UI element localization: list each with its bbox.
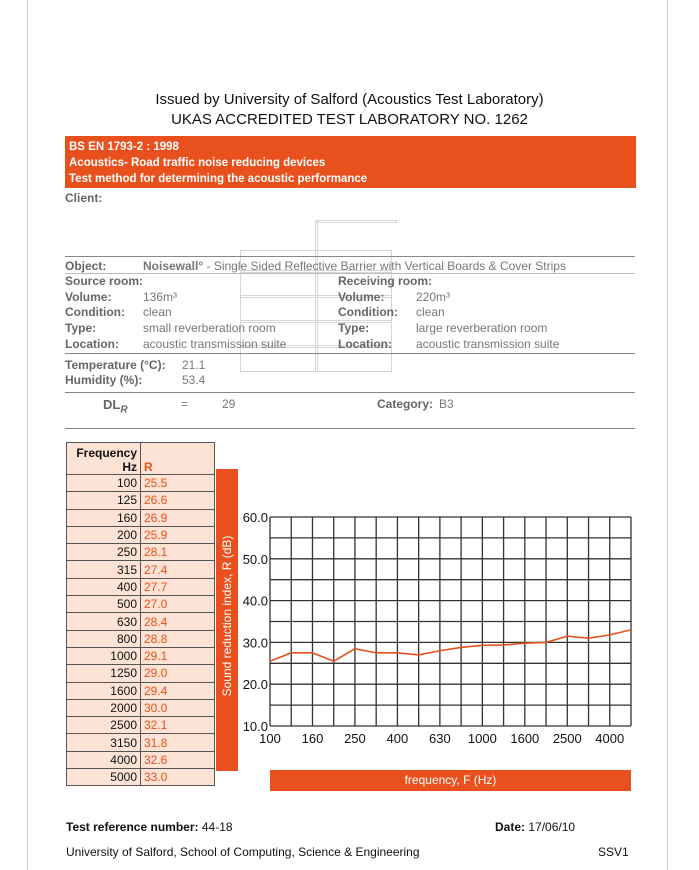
y-axis-label: Sound reduction index, R (dB) bbox=[220, 535, 234, 697]
frequency-cell: 1250 bbox=[67, 665, 141, 682]
r-value-cell: 30.0 bbox=[141, 699, 215, 716]
humidity-value: 53.4 bbox=[182, 373, 206, 387]
divider bbox=[65, 353, 635, 354]
table-row bbox=[67, 561, 215, 578]
category-label: Category: bbox=[377, 397, 434, 411]
r-value-cell: 27.7 bbox=[141, 578, 215, 595]
source-room-title: Source room: bbox=[65, 274, 144, 288]
receiving-type: large reverberation room bbox=[416, 321, 548, 335]
humidity-label: Humidity (%): bbox=[65, 373, 143, 387]
r-value-cell: 32.6 bbox=[141, 751, 215, 768]
receiving-location-label: Location: bbox=[338, 337, 392, 351]
table-row bbox=[67, 596, 215, 613]
r-series-line bbox=[270, 630, 631, 661]
source-condition: clean bbox=[143, 305, 172, 319]
document-code: SSV1 bbox=[598, 845, 629, 859]
source-volume-label: Volume: bbox=[65, 290, 112, 304]
dl-equals: = bbox=[181, 397, 189, 411]
frequency-header: Frequency Hz bbox=[67, 443, 141, 475]
frequency-cell: 2000 bbox=[67, 699, 141, 716]
y-tick-label: 20.0 bbox=[242, 677, 268, 693]
table-row bbox=[67, 769, 215, 786]
object-value bbox=[143, 259, 566, 273]
x-tick-label: 1000 bbox=[467, 731, 497, 746]
frequency-cell: 5000 bbox=[67, 769, 141, 786]
receiving-type-label: Type: bbox=[338, 321, 370, 335]
frequency-cell: 800 bbox=[67, 630, 141, 647]
x-tick-label: 250 bbox=[344, 731, 366, 746]
object-desc: - Single Sided Reflective Barrier with Vertical Boards & Cover Strips bbox=[203, 259, 566, 273]
frequency-cell: 100 bbox=[67, 475, 141, 492]
standard-line-1: BS EN 1793-2 : 1998 bbox=[69, 141, 179, 153]
standard-line-2: Acoustics- Road traffic noise reducing devices bbox=[69, 157, 326, 169]
x-tick-label: 4000 bbox=[595, 731, 625, 746]
table-row bbox=[67, 630, 215, 647]
r-value-cell: 31.8 bbox=[141, 734, 215, 751]
frequency-cell: 3150 bbox=[67, 734, 141, 751]
frequency-table bbox=[66, 442, 215, 786]
source-location: acoustic transmission suite bbox=[143, 337, 287, 351]
dl-label: $DL_R$ bbox=[103, 397, 128, 416]
table-row bbox=[67, 509, 215, 526]
frequency-cell: 250 bbox=[67, 544, 141, 561]
object-name: Noisewall° bbox=[143, 259, 204, 273]
standard-line-3: Test method for determining the acoustic performance bbox=[69, 173, 368, 185]
x-axis-label: frequency, F (Hz) bbox=[270, 770, 631, 791]
table-row bbox=[67, 682, 215, 699]
r-value-cell: 27.0 bbox=[141, 596, 215, 613]
r-value-cell: 29.1 bbox=[141, 647, 215, 664]
r-value-cell: 33.0 bbox=[141, 769, 215, 786]
table-row bbox=[67, 665, 215, 682]
table-row bbox=[67, 544, 215, 561]
divider bbox=[65, 428, 635, 429]
source-location-label: Location: bbox=[65, 337, 119, 351]
divider bbox=[65, 256, 635, 257]
x-tick-label: 400 bbox=[386, 731, 409, 746]
frequency-cell: 200 bbox=[67, 526, 141, 543]
receiving-condition-label: Condition: bbox=[338, 305, 398, 319]
category-value: B3 bbox=[439, 397, 454, 411]
issuer-heading: Issued by University of Salford (Acoustics Test Laboratory) bbox=[155, 91, 544, 108]
frequency-cell: 2500 bbox=[67, 717, 141, 734]
frequency-cell: 630 bbox=[67, 613, 141, 630]
table-row bbox=[67, 526, 215, 543]
source-volume: 136m³ bbox=[143, 290, 178, 304]
frequency-cell: 4000 bbox=[67, 751, 141, 768]
receiving-room-title: Receiving room: bbox=[338, 274, 433, 288]
r-value-cell: 28.8 bbox=[141, 630, 215, 647]
table-header-row bbox=[67, 443, 215, 475]
receiving-volume: 220m³ bbox=[416, 290, 451, 304]
standard-banner bbox=[65, 136, 636, 188]
x-tick-label: 1600 bbox=[510, 731, 540, 746]
r-header: R bbox=[141, 443, 215, 475]
y-tick-label: 50.0 bbox=[242, 551, 268, 567]
lab-number-heading: UKAS ACCREDITED TEST LABORATORY NO. 1262 bbox=[171, 111, 528, 128]
frequency-cell: 160 bbox=[67, 509, 141, 526]
object-label: Object: bbox=[65, 259, 107, 273]
table-row bbox=[67, 613, 215, 630]
receiving-location: acoustic transmission suite bbox=[416, 337, 560, 351]
table-row bbox=[67, 578, 215, 595]
table-row bbox=[67, 751, 215, 768]
table-row bbox=[67, 717, 215, 734]
divider bbox=[65, 392, 635, 393]
frequency-cell: 500 bbox=[67, 596, 141, 613]
frequency-cell: 1600 bbox=[67, 682, 141, 699]
temperature-label: Temperature (°C): bbox=[65, 358, 166, 372]
test-reference: Test reference number: 44-18 bbox=[66, 820, 233, 834]
temperature-value: 21.1 bbox=[182, 358, 206, 372]
y-tick-label: 10.0 bbox=[242, 719, 268, 734]
dl-value: 29 bbox=[222, 397, 236, 411]
test-date: Date: 17/06/10 bbox=[495, 820, 576, 834]
table-row bbox=[67, 699, 215, 716]
r-value-cell: 27.4 bbox=[141, 561, 215, 578]
table-row bbox=[67, 734, 215, 751]
table-row bbox=[67, 492, 215, 509]
r-value-cell: 29.4 bbox=[141, 682, 215, 699]
r-value-cell: 28.4 bbox=[141, 613, 215, 630]
r-value-cell: 26.6 bbox=[141, 492, 215, 509]
r-value-cell: 26.9 bbox=[141, 509, 215, 526]
r-value-cell: 32.1 bbox=[141, 717, 215, 734]
frequency-cell: 125 bbox=[67, 492, 141, 509]
table-row bbox=[67, 475, 215, 492]
r-value-cell: 28.1 bbox=[141, 544, 215, 561]
source-type-label: Type: bbox=[65, 321, 97, 335]
x-tick-label: 100 bbox=[259, 731, 281, 746]
receiving-condition: clean bbox=[416, 305, 445, 319]
y-tick-label: 40.0 bbox=[242, 593, 268, 609]
source-type: small reverberation room bbox=[143, 321, 276, 335]
x-tick-label: 160 bbox=[301, 731, 324, 746]
y-tick-label: 30.0 bbox=[242, 635, 268, 651]
frequency-cell: 400 bbox=[67, 578, 141, 595]
organisation: University of Salford, School of Computing, Science & Engineering bbox=[66, 845, 420, 859]
receiving-volume-label: Volume: bbox=[338, 290, 385, 304]
r-value-cell: 25.9 bbox=[141, 526, 215, 543]
frequency-cell: 1000 bbox=[67, 647, 141, 664]
x-tick-label: 630 bbox=[429, 731, 451, 746]
r-vs-frequency-chart bbox=[236, 505, 636, 770]
client-label: Client: bbox=[65, 191, 103, 205]
r-value-cell: 25.5 bbox=[141, 475, 215, 492]
r-value-cell: 29.0 bbox=[141, 665, 215, 682]
x-tick-label: 2500 bbox=[552, 731, 582, 746]
y-axis-label-bar bbox=[216, 469, 238, 771]
frequency-cell: 315 bbox=[67, 561, 141, 578]
source-condition-label: Condition: bbox=[65, 305, 125, 319]
y-tick-label: 60.0 bbox=[242, 510, 268, 525]
table-row bbox=[67, 647, 215, 664]
